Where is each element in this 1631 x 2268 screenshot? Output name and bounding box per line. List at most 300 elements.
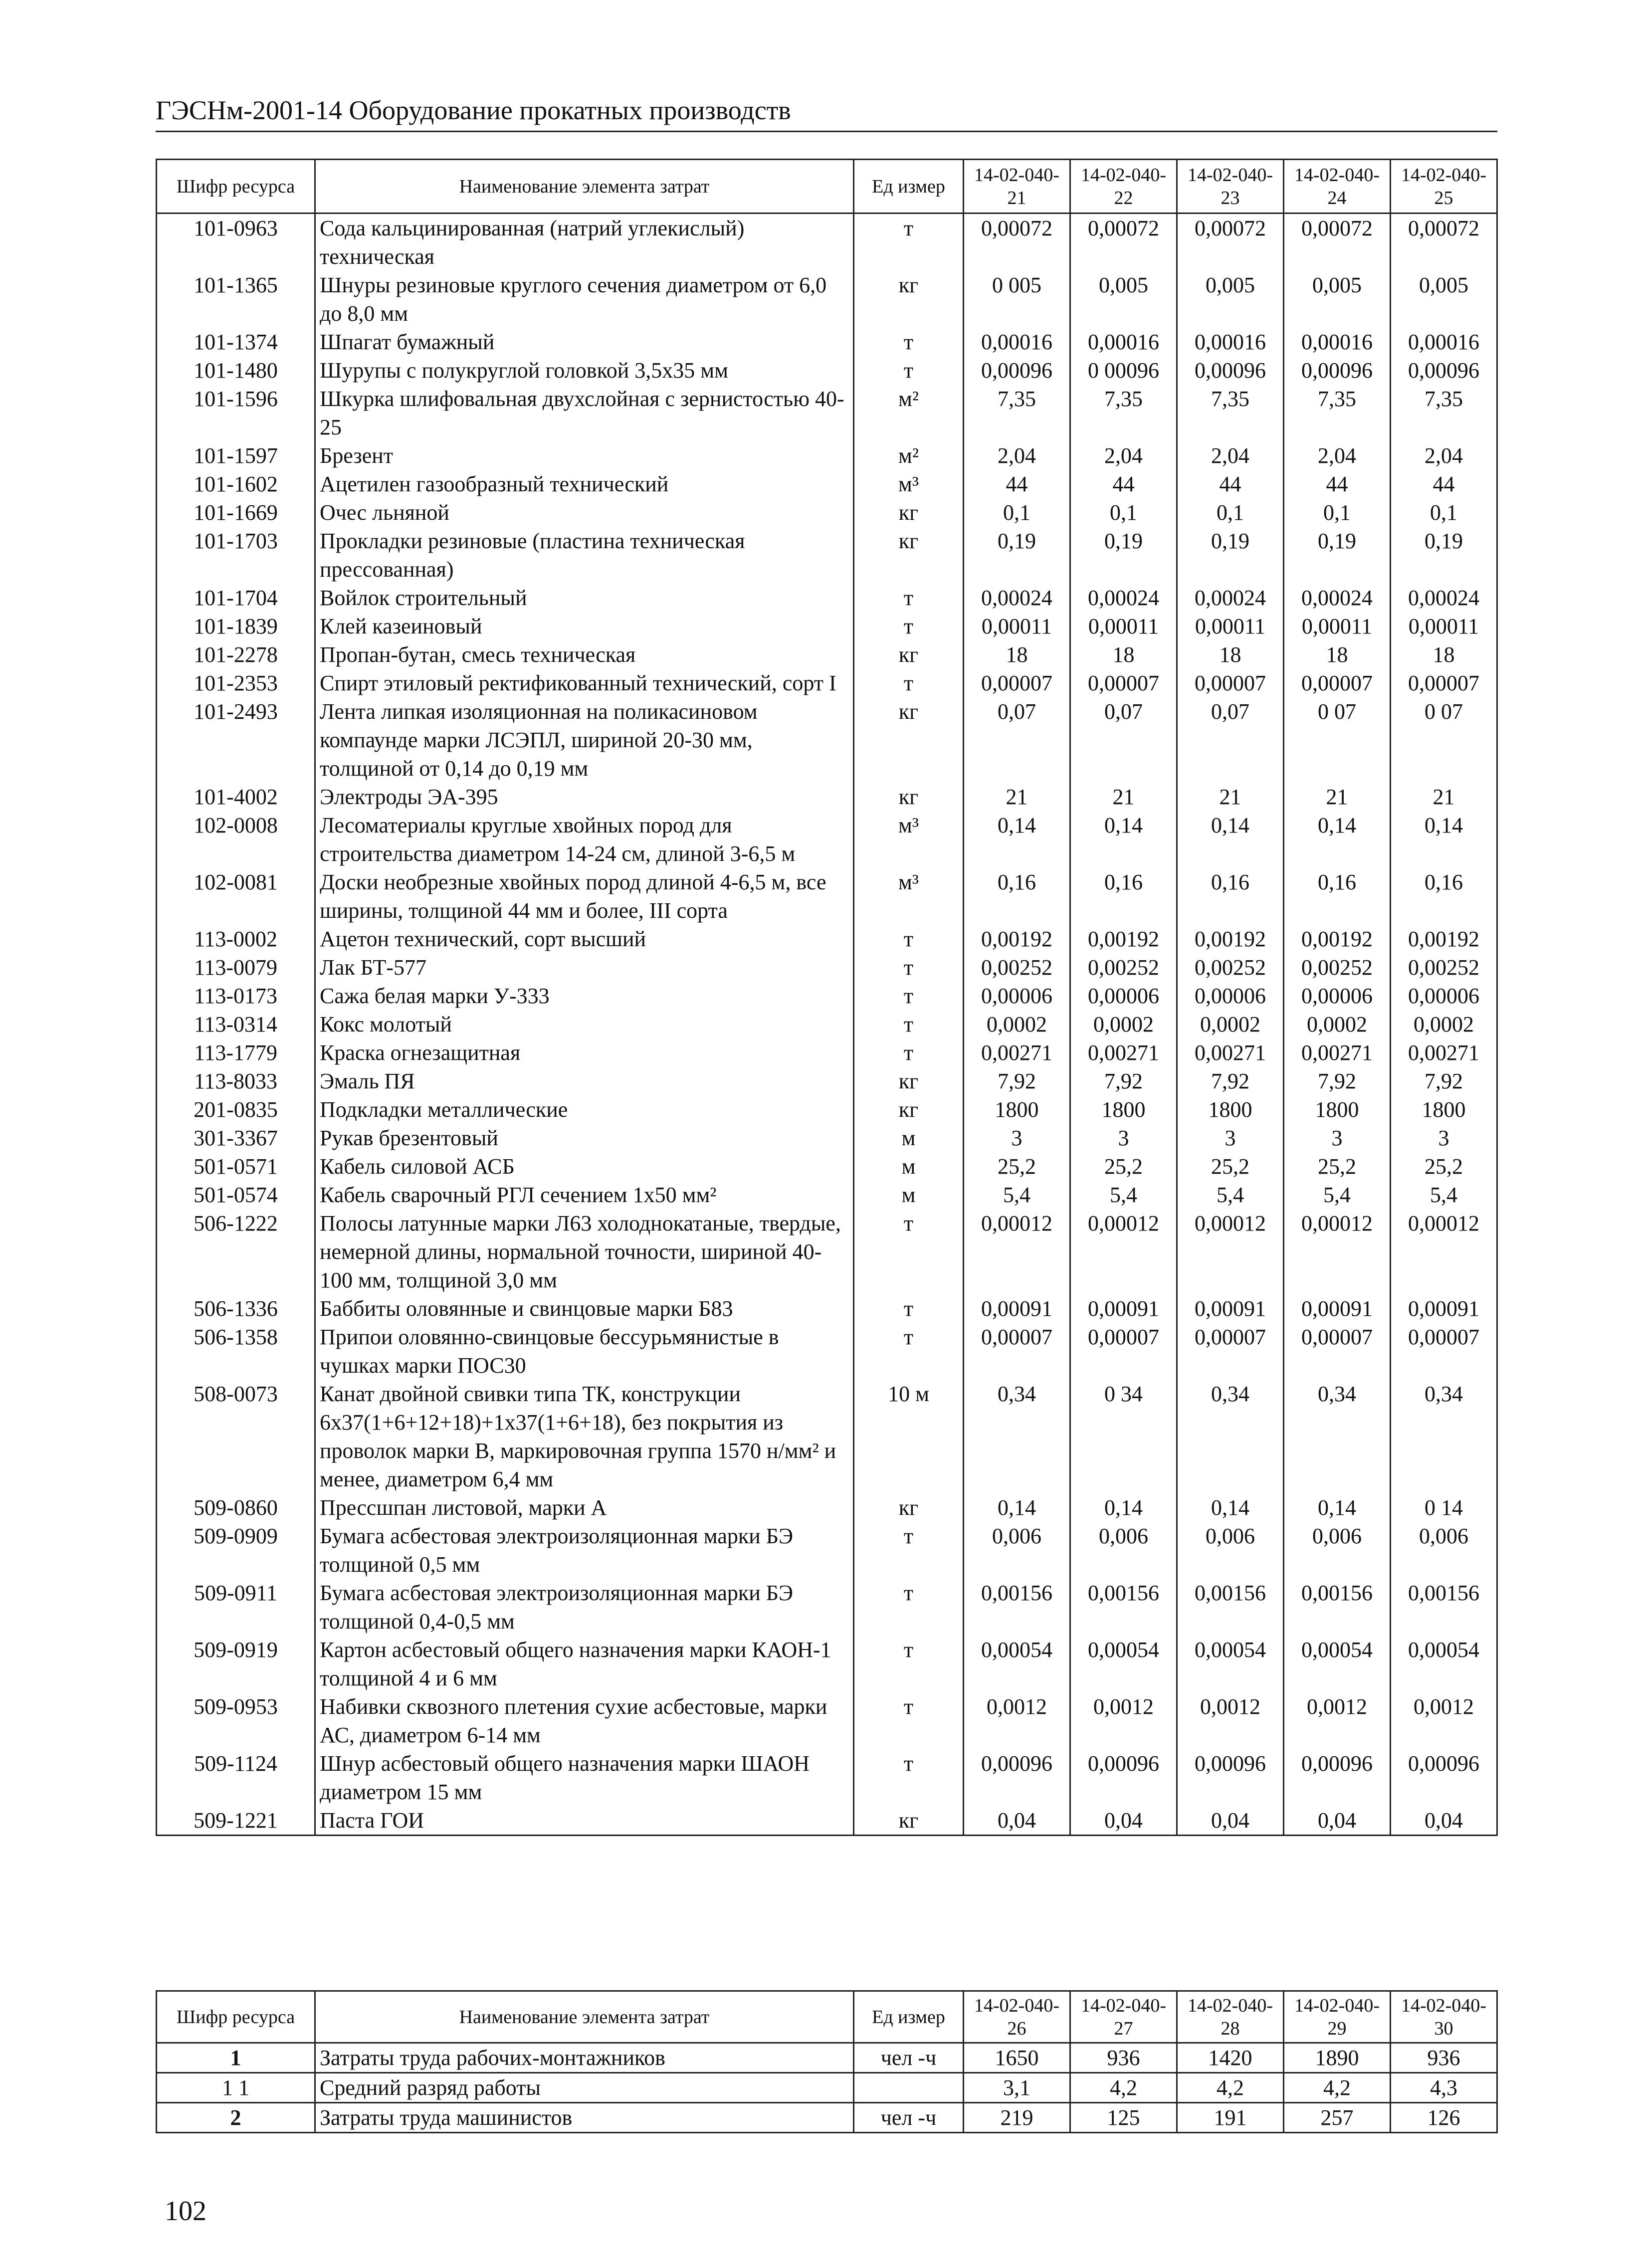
resource-value: 25,2 (1070, 1152, 1177, 1181)
resource-value: 0,00072 (1177, 213, 1284, 271)
table-row (157, 1067, 1497, 1095)
table-row (157, 2043, 1497, 2073)
resource-value: 0,04 (1391, 1806, 1497, 1836)
resource-value: 1650 (964, 2043, 1070, 2073)
resource-value: 0,00271 (1284, 1038, 1391, 1067)
resource-code: 509-0953 (157, 1692, 315, 1749)
resource-name: Подкладки металлические (315, 1095, 854, 1124)
table-header-row (157, 1991, 1497, 2043)
resource-value: 4,3 (1391, 2073, 1497, 2103)
table-row (157, 1806, 1497, 1836)
resource-value: 0,00007 (1177, 1323, 1284, 1380)
resource-value: 0 14 (1391, 1493, 1497, 1522)
table-row (157, 640, 1497, 669)
resource-value: 0,34 (1177, 1380, 1284, 1493)
resource-value: 21 (964, 783, 1070, 811)
resource-value: 0,04 (1177, 1806, 1284, 1836)
resource-value: 0,00096 (1284, 356, 1391, 385)
resource-name: Кабель силовой АСБ (315, 1152, 854, 1181)
resource-code: 102-0081 (157, 868, 315, 925)
resource-value: 0,00156 (964, 1579, 1070, 1636)
resource-value: 0,0012 (1070, 1692, 1177, 1749)
resource-code: 101-1365 (157, 271, 315, 328)
resource-name: Очес льняной (315, 498, 854, 527)
resource-name: Кокс молотый (315, 1010, 854, 1038)
header-col: 14-02-040-28 (1177, 1991, 1284, 2043)
resource-code: 113-8033 (157, 1067, 315, 1095)
resource-name: Набивки сквозного плетения сухие асбестовые, марки АС, диаметром 6-14 мм (315, 1692, 854, 1749)
resource-value: 18 (964, 640, 1070, 669)
header-unit: Ед измер (854, 160, 964, 213)
table-row (157, 1209, 1497, 1294)
resource-value: 0,04 (964, 1806, 1070, 1836)
resource-unit: 10 м (854, 1380, 964, 1493)
resource-value: 0,00271 (1070, 1038, 1177, 1067)
resource-name: Прокладки резиновые (пластина техническая прессованная) (315, 527, 854, 584)
header-col: 14-02-040-24 (1284, 160, 1391, 213)
resource-code: 509-0860 (157, 1493, 315, 1522)
resource-value: 0,16 (1284, 868, 1391, 925)
resource-unit: т (854, 356, 964, 385)
resource-value: 0,00271 (1391, 1038, 1497, 1067)
resource-code: 113-0002 (157, 925, 315, 953)
resource-code: 506-1358 (157, 1323, 315, 1380)
resource-name: Доски необрезные хвойных пород длиной 4-6,5 м, все ширины, толщиной 44 мм и более, III сорта (315, 868, 854, 925)
table-row (157, 356, 1497, 385)
resource-name: Пропан-бутан, смесь техническая (315, 640, 854, 669)
resource-value: 0,19 (964, 527, 1070, 584)
resource-value: 0,00091 (1284, 1294, 1391, 1323)
resource-unit: т (854, 1579, 964, 1636)
resource-value: 0,1 (1177, 498, 1284, 527)
table-row (157, 328, 1497, 356)
resource-unit: кг (854, 1493, 964, 1522)
table-row (157, 669, 1497, 697)
resource-value: 2,04 (964, 441, 1070, 470)
resource-value: 0,07 (1070, 697, 1177, 783)
resource-unit: м (854, 1181, 964, 1209)
resource-value: 0,00096 (1177, 1749, 1284, 1806)
resource-value: 7,35 (1391, 385, 1497, 441)
resource-value: 0,14 (1177, 811, 1284, 868)
resource-value: 0,14 (1070, 1493, 1177, 1522)
resource-value: 0,34 (1284, 1380, 1391, 1493)
resource-table (156, 159, 1498, 1836)
resource-value: 0,00072 (1070, 213, 1177, 271)
resource-name: Сода кальцинированная (натрий углекислый) техническая (315, 213, 854, 271)
resource-value: 7,35 (1177, 385, 1284, 441)
resource-unit: т (854, 1209, 964, 1294)
resource-value: 0,00054 (1391, 1636, 1497, 1692)
resource-value: 0,00007 (964, 1323, 1070, 1380)
resource-value: 0,16 (1070, 868, 1177, 925)
resource-value: 0,04 (1070, 1806, 1177, 1836)
resource-name: Краска огнезащитная (315, 1038, 854, 1067)
resource-value: 0,00096 (1391, 356, 1497, 385)
table-row (157, 783, 1497, 811)
resource-value: 0,16 (964, 868, 1070, 925)
table-row (157, 385, 1497, 441)
table-row (157, 271, 1497, 328)
resource-name: Сажа белая марки У-333 (315, 982, 854, 1010)
page-number: 102 (165, 2196, 206, 2227)
resource-value: 126 (1391, 2103, 1497, 2133)
resource-unit: кг (854, 1806, 964, 1836)
resource-name: Шкурка шлифовальная двухслойная с зернистостью 40-25 (315, 385, 854, 441)
resource-value: 0,1 (1391, 498, 1497, 527)
resource-code: 113-1779 (157, 1038, 315, 1067)
resource-value: 21 (1284, 783, 1391, 811)
resource-name: Бумага асбестовая электроизоляционная марки БЭ толщиной 0,4-0,5 мм (315, 1579, 854, 1636)
header-col: 14-02-040-27 (1070, 1991, 1177, 2043)
resource-value: 0,00007 (1070, 1323, 1177, 1380)
resource-name: Войлок строительный (315, 584, 854, 612)
table-row (157, 441, 1497, 470)
resource-value: 44 (1070, 470, 1177, 498)
resource-value: 0,00024 (1177, 584, 1284, 612)
resource-name: Спирт этиловый ректификованный технический, сорт I (315, 669, 854, 697)
resource-unit: т (854, 213, 964, 271)
resource-unit: т (854, 1692, 964, 1749)
resource-value: 0,005 (1070, 271, 1177, 328)
resource-code: 101-2353 (157, 669, 315, 697)
resource-value: 1800 (1177, 1095, 1284, 1124)
resource-value: 0,00016 (1177, 328, 1284, 356)
resource-value: 0,1 (1284, 498, 1391, 527)
resource-name: Затраты труда машинистов (315, 2103, 854, 2133)
resource-value: 0,00271 (1177, 1038, 1284, 1067)
table-row (157, 470, 1497, 498)
resource-unit: т (854, 925, 964, 953)
table-row (157, 1181, 1497, 1209)
resource-unit: т (854, 1294, 964, 1323)
resource-name: Припои оловянно-свинцовые бессурьмянистые в чушках марки ПОС30 (315, 1323, 854, 1380)
resource-value: 0,00012 (1177, 1209, 1284, 1294)
resource-name: Эмаль ПЯ (315, 1067, 854, 1095)
resource-value: 936 (1070, 2043, 1177, 2073)
resource-unit: т (854, 1038, 964, 1067)
resource-value: 0,0002 (1177, 1010, 1284, 1038)
resource-value: 125 (1070, 2103, 1177, 2133)
resource-value: 0,00006 (1391, 982, 1497, 1010)
resource-value: 25,2 (1177, 1152, 1284, 1181)
resource-value: 0,1 (964, 498, 1070, 527)
resource-value: 0,16 (1177, 868, 1284, 925)
resource-value: 0,00252 (964, 953, 1070, 982)
resource-value: 4,2 (1177, 2073, 1284, 2103)
resource-code: 101-1704 (157, 584, 315, 612)
resource-unit: м² (854, 385, 964, 441)
resource-value: 7,92 (1391, 1067, 1497, 1095)
resource-value: 0,00072 (1284, 213, 1391, 271)
resource-value: 0,00024 (1391, 584, 1497, 612)
resource-unit: т (854, 1636, 964, 1692)
resource-code: 101-2493 (157, 697, 315, 783)
resource-value: 0,006 (1284, 1522, 1391, 1579)
header-code: Шифр ресурса (157, 160, 315, 213)
resource-value: 0,00096 (964, 356, 1070, 385)
resource-value: 0 00096 (1070, 356, 1177, 385)
resource-unit: м (854, 1124, 964, 1152)
resource-code: 2 (157, 2103, 315, 2133)
resource-value: 44 (1391, 470, 1497, 498)
resource-value: 44 (1177, 470, 1284, 498)
resource-name: Прессшпан листовой, марки А (315, 1493, 854, 1522)
header-code: Шифр ресурса (157, 1991, 315, 2043)
resource-value: 0,14 (964, 1493, 1070, 1522)
resource-value: 0,00016 (1284, 328, 1391, 356)
resource-value: 0,0012 (1391, 1692, 1497, 1749)
resource-value: 3,1 (964, 2073, 1070, 2103)
header-name: Наименование элемента затрат (315, 160, 854, 213)
resource-value: 44 (1284, 470, 1391, 498)
resource-name: Электроды ЭА-395 (315, 783, 854, 811)
resource-value: 0,0002 (1391, 1010, 1497, 1038)
resource-code: 509-0919 (157, 1636, 315, 1692)
resource-unit: кг (854, 1067, 964, 1095)
resource-name: Клей казеиновый (315, 612, 854, 640)
table-row (157, 697, 1497, 783)
resource-value: 0,19 (1177, 527, 1284, 584)
resource-code: 509-0909 (157, 1522, 315, 1579)
resource-code: 301-3367 (157, 1124, 315, 1152)
resource-name: Канат двойной свивки типа ТК, конструкции 6х37(1+6+12+18)+1х37(1+6+18), без покрытия из проволок марки В, маркировочная группа 1570 н/мм² и менее, диаметром 6,4 мм (315, 1380, 854, 1493)
table-row (157, 1323, 1497, 1380)
resource-value: 0,00156 (1177, 1579, 1284, 1636)
resource-unit: чел -ч (854, 2043, 964, 2073)
resource-value: 0,14 (1284, 1493, 1391, 1522)
table-row (157, 2073, 1497, 2103)
table-row (157, 1124, 1497, 1152)
resource-value: 21 (1391, 783, 1497, 811)
resource-value: 18 (1391, 640, 1497, 669)
resource-value: 0,006 (1391, 1522, 1497, 1579)
resource-code: 101-4002 (157, 783, 315, 811)
resource-unit: кг (854, 783, 964, 811)
resource-unit: кг (854, 1095, 964, 1124)
resource-value: 1800 (1284, 1095, 1391, 1124)
resource-code: 1 (157, 2043, 315, 2073)
resource-unit (854, 2073, 964, 2103)
resource-value: 0,00271 (964, 1038, 1070, 1067)
table-row (157, 584, 1497, 612)
resource-value: 1800 (1070, 1095, 1177, 1124)
resource-code: 101-1596 (157, 385, 315, 441)
resource-unit: м³ (854, 811, 964, 868)
resource-value: 0 07 (1391, 697, 1497, 783)
resource-value: 25,2 (1391, 1152, 1497, 1181)
table-row (157, 1380, 1497, 1493)
resource-value: 7,35 (964, 385, 1070, 441)
page-title: ГЭСНм-2001-14 Оборудование прокатных производств (156, 94, 1497, 132)
resource-value: 0,00012 (1070, 1209, 1177, 1294)
resource-value: 3 (1070, 1124, 1177, 1152)
resource-code: 101-1669 (157, 498, 315, 527)
resource-value: 18 (1284, 640, 1391, 669)
resource-value: 0,00054 (1070, 1636, 1177, 1692)
table-row (157, 2103, 1497, 2133)
resource-unit: м³ (854, 868, 964, 925)
table-row (157, 498, 1497, 527)
resource-value: 21 (1070, 783, 1177, 811)
resource-value: 7,92 (964, 1067, 1070, 1095)
resource-value: 0,0002 (964, 1010, 1070, 1038)
resource-value: 7,35 (1284, 385, 1391, 441)
resource-value: 0,00091 (1177, 1294, 1284, 1323)
resource-value: 0,00011 (1070, 612, 1177, 640)
resource-code: 101-2278 (157, 640, 315, 669)
resource-value: 0,00156 (1070, 1579, 1177, 1636)
resource-value: 3 (1391, 1124, 1497, 1152)
resource-value: 0,006 (1070, 1522, 1177, 1579)
header-col: 14-02-040-25 (1391, 160, 1497, 213)
resource-code: 506-1336 (157, 1294, 315, 1323)
resource-unit: кг (854, 527, 964, 584)
table-row (157, 527, 1497, 584)
resource-value: 0,07 (1177, 697, 1284, 783)
resource-value: 0,00024 (964, 584, 1070, 612)
resource-value: 0,00192 (1070, 925, 1177, 953)
resource-value: 7,35 (1070, 385, 1177, 441)
resource-unit: т (854, 1323, 964, 1380)
resource-unit: т (854, 1010, 964, 1038)
resource-unit: т (854, 612, 964, 640)
resource-value: 1420 (1177, 2043, 1284, 2073)
table-row (157, 868, 1497, 925)
resource-unit: м³ (854, 470, 964, 498)
resource-code: 113-0173 (157, 982, 315, 1010)
resource-value: 0,00007 (1177, 669, 1284, 697)
resource-value: 18 (1177, 640, 1284, 669)
resource-unit: т (854, 1522, 964, 1579)
table-row (157, 1579, 1497, 1636)
resource-value: 18 (1070, 640, 1177, 669)
resource-value: 191 (1177, 2103, 1284, 2133)
resource-code: 508-0073 (157, 1380, 315, 1493)
resource-value: 7,92 (1070, 1067, 1177, 1095)
resource-value: 0,00096 (1177, 356, 1284, 385)
resource-code: 101-0963 (157, 213, 315, 271)
resource-name: Лента липкая изоляционная на поликасиновом компаунде марки ЛСЭПЛ, шириной 20-30 мм, толщиной от 0,14 до 0,19 мм (315, 697, 854, 783)
resource-value: 0,00012 (964, 1209, 1070, 1294)
resource-value: 0,00007 (1391, 669, 1497, 697)
resource-value: 2,04 (1391, 441, 1497, 470)
resource-unit: т (854, 328, 964, 356)
resource-value: 0,34 (964, 1380, 1070, 1493)
resource-unit: кг (854, 697, 964, 783)
resource-value: 0,00011 (1284, 612, 1391, 640)
resource-value: 2,04 (1070, 441, 1177, 470)
resource-name: Паста ГОИ (315, 1806, 854, 1836)
resource-value: 0,006 (1177, 1522, 1284, 1579)
resource-value: 0,00054 (1284, 1636, 1391, 1692)
resource-value: 0,0012 (1177, 1692, 1284, 1749)
resource-code: 101-1597 (157, 441, 315, 470)
resource-value: 0 07 (1284, 697, 1391, 783)
table-row (157, 1493, 1497, 1522)
resource-code: 102-0008 (157, 811, 315, 868)
resource-name: Лесоматериалы круглые хвойных пород для строительства диаметром 14-24 см, длиной 3-6,5 м (315, 811, 854, 868)
resource-value: 4,2 (1284, 2073, 1391, 2103)
resource-value: 4,2 (1070, 2073, 1177, 2103)
resource-value: 0,00252 (1177, 953, 1284, 982)
table-row (157, 1692, 1497, 1749)
resource-value: 0 005 (964, 271, 1070, 328)
resource-value: 7,92 (1177, 1067, 1284, 1095)
resource-value: 0,00011 (1177, 612, 1284, 640)
resource-name: Затраты труда рабочих-монтажников (315, 2043, 854, 2073)
resource-value: 0,14 (1070, 811, 1177, 868)
resource-value: 3 (1177, 1124, 1284, 1152)
resource-code: 501-0571 (157, 1152, 315, 1181)
resource-value: 257 (1284, 2103, 1391, 2133)
resource-value: 0,00007 (964, 669, 1070, 697)
resource-value: 3 (964, 1124, 1070, 1152)
header-name: Наименование элемента затрат (315, 1991, 854, 2043)
resource-name: Шнур асбестовый общего назначения марки ШАОН диаметром 15 мм (315, 1749, 854, 1806)
table-row (157, 1522, 1497, 1579)
table-row (157, 1294, 1497, 1323)
header-col: 14-02-040-23 (1177, 160, 1284, 213)
resource-name: Ацетилен газообразный технический (315, 470, 854, 498)
resource-value: 1890 (1284, 2043, 1391, 2073)
resource-value: 0,00007 (1284, 669, 1391, 697)
resource-value: 0,00252 (1070, 953, 1177, 982)
resource-code: 101-1839 (157, 612, 315, 640)
header-unit: Ед измер (854, 1991, 964, 2043)
resource-value: 0,00012 (1391, 1209, 1497, 1294)
resource-code: 101-1703 (157, 527, 315, 584)
resource-value: 0,00192 (1391, 925, 1497, 953)
resource-value: 0,00006 (1177, 982, 1284, 1010)
resource-unit: чел -ч (854, 2103, 964, 2133)
resource-name: Рукав брезентовый (315, 1124, 854, 1152)
resource-value: 0,00096 (964, 1749, 1070, 1806)
resource-code: 201-0835 (157, 1095, 315, 1124)
resource-value: 0,14 (1391, 811, 1497, 868)
resource-value: 1800 (1391, 1095, 1497, 1124)
table-header-row (157, 160, 1497, 213)
resource-unit: кг (854, 640, 964, 669)
resource-value: 0,19 (1070, 527, 1177, 584)
table-row (157, 1038, 1497, 1067)
header-col: 14-02-040-22 (1070, 160, 1177, 213)
resource-code: 101-1602 (157, 470, 315, 498)
resource-value: 0,00252 (1284, 953, 1391, 982)
resource-unit: т (854, 953, 964, 982)
resource-value: 0,0012 (964, 1692, 1070, 1749)
resource-unit: т (854, 669, 964, 697)
resource-value: 0,00006 (1284, 982, 1391, 1010)
resource-value: 5,4 (1177, 1181, 1284, 1209)
resource-code: 509-1124 (157, 1749, 315, 1806)
resource-value: 0,1 (1070, 498, 1177, 527)
resource-value: 0,0002 (1070, 1010, 1177, 1038)
resource-value: 0,00096 (1284, 1749, 1391, 1806)
resource-value: 44 (964, 470, 1070, 498)
resource-value: 0,00054 (964, 1636, 1070, 1692)
resource-value: 0,00156 (1284, 1579, 1391, 1636)
resource-value: 0,00156 (1391, 1579, 1497, 1636)
table-row (157, 1749, 1497, 1806)
resource-code: 509-1221 (157, 1806, 315, 1836)
resource-code: 113-0079 (157, 953, 315, 982)
resource-name: Кабель сварочный РГЛ сечением 1х50 мм² (315, 1181, 854, 1209)
header-col: 14-02-040-26 (964, 1991, 1070, 2043)
resource-value: 219 (964, 2103, 1070, 2133)
resource-value: 0,00006 (964, 982, 1070, 1010)
resource-name: Лак БТ-577 (315, 953, 854, 982)
